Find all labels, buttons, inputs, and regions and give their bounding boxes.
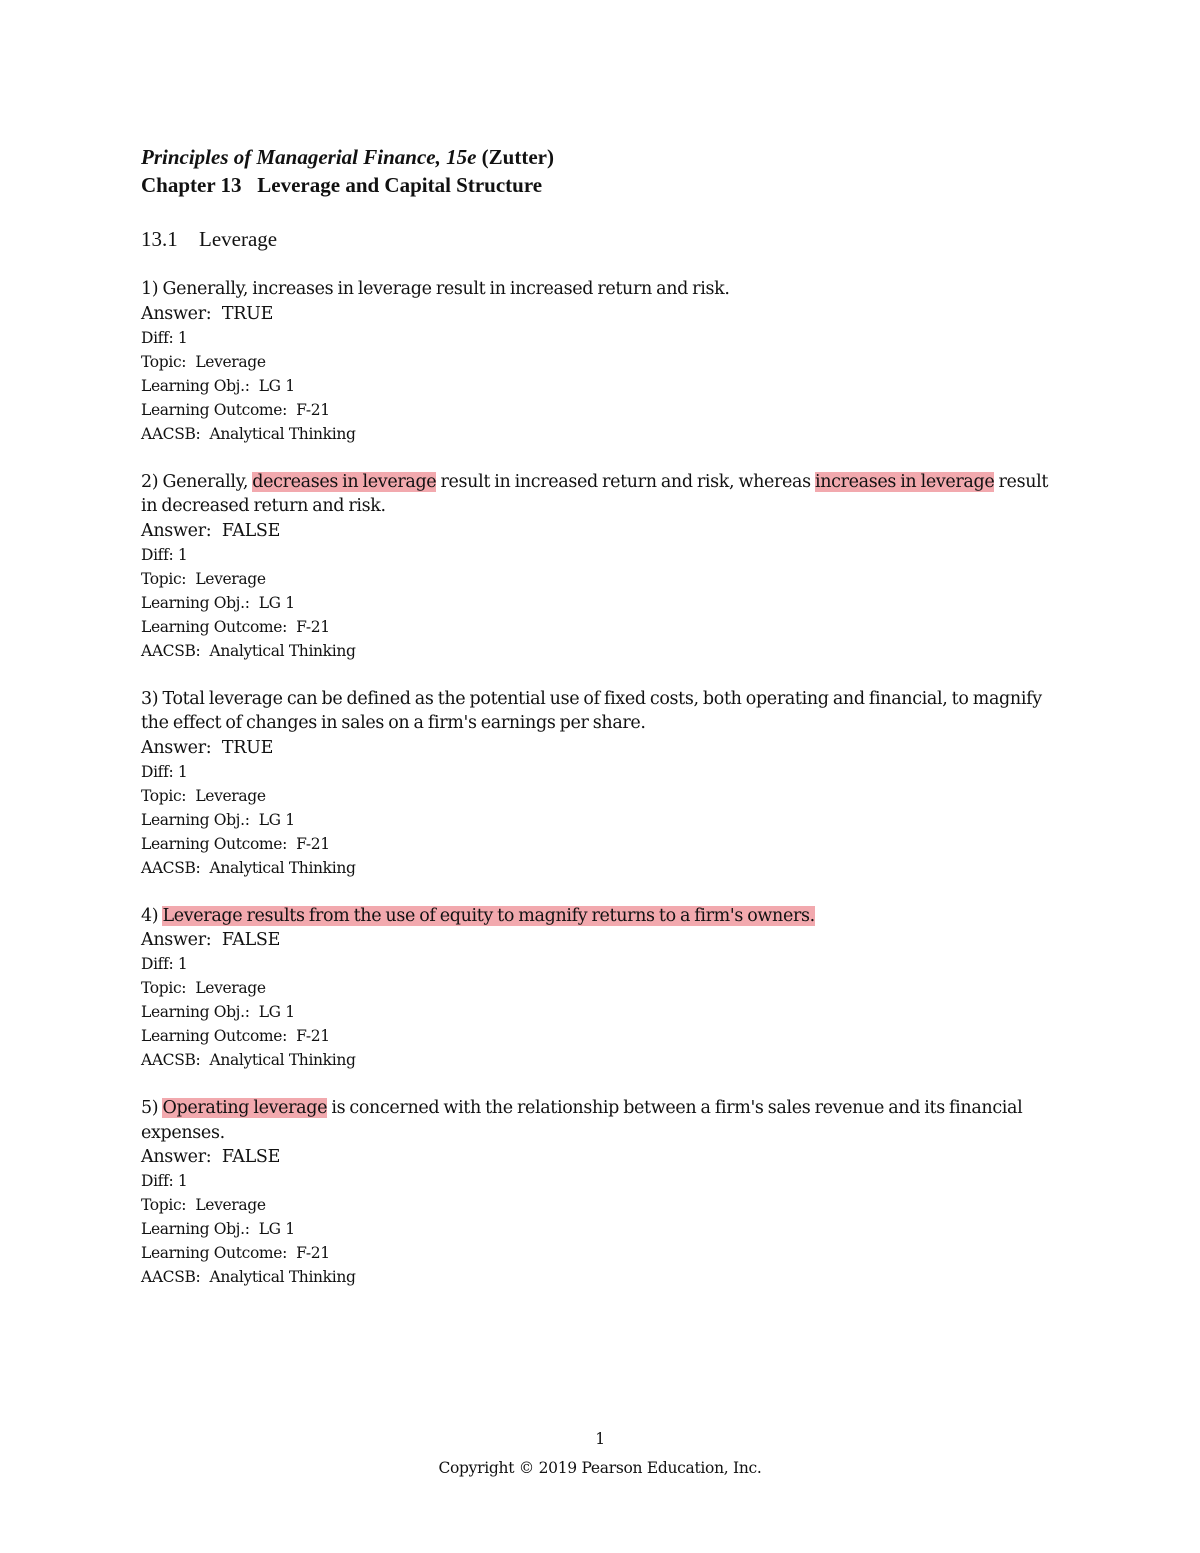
aacsb-value: Analytical Thinking	[209, 1268, 356, 1286]
learning-obj-value: LG 1	[258, 1003, 295, 1021]
topic-value: Leverage	[195, 979, 266, 997]
topic-value: Leverage	[195, 786, 266, 805]
copyright-notice: Copyright © 2019 Pearson Education, Inc.	[438, 1459, 762, 1477]
aacsb-line	[141, 639, 1061, 663]
learning-obj-line	[141, 1000, 1061, 1024]
aacsb-label: AACSB:	[141, 1051, 210, 1069]
aacsb-label: AACSB:	[141, 424, 210, 443]
topic-line	[141, 567, 1061, 591]
learning-obj-value: LG 1	[258, 810, 295, 829]
diff-value: 1	[177, 1172, 188, 1190]
answer-value: TRUE	[221, 737, 274, 758]
learning-obj-value: LG 1	[258, 376, 295, 395]
answer-line	[141, 736, 1061, 760]
learning-obj-value: LG 1	[258, 593, 295, 612]
topic-label: Topic:	[141, 1196, 196, 1214]
diff-label: Diff:	[141, 1172, 178, 1190]
learning-obj-line	[141, 1217, 1061, 1241]
topic-label: Topic:	[141, 979, 196, 997]
diff-line	[141, 326, 1061, 350]
learning-outcome-value: F-21	[296, 834, 330, 853]
aacsb-line	[141, 422, 1061, 446]
learning-obj-label: Learning Obj.:	[141, 376, 259, 395]
aacsb-line	[141, 856, 1061, 880]
learning-outcome-value: F-21	[296, 400, 330, 419]
aacsb-value: Analytical Thinking	[209, 641, 356, 660]
diff-value: 1	[177, 545, 188, 564]
question-text-part: result in increased return and risk, whereas	[436, 471, 815, 492]
page-content	[141, 143, 1061, 1289]
highlighted-text: decreases in leverage	[252, 471, 437, 492]
topic-value: Leverage	[195, 352, 266, 371]
aacsb-value: Analytical Thinking	[209, 1051, 356, 1069]
topic-line	[141, 350, 1061, 374]
diff-line	[141, 1169, 1061, 1193]
answer-value: FALSE	[221, 520, 281, 541]
diff-label: Diff:	[141, 328, 178, 347]
learning-obj-label: Learning Obj.:	[141, 593, 259, 612]
topic-value: Leverage	[195, 569, 266, 588]
answer-line	[141, 1145, 1061, 1169]
learning-obj-label: Learning Obj.:	[141, 1220, 259, 1238]
learning-obj-label: Learning Obj.:	[141, 1003, 259, 1021]
learning-outcome-line	[141, 398, 1061, 422]
question-text-part: 5)	[141, 1098, 163, 1118]
aacsb-line	[141, 1048, 1061, 1072]
highlighted-text: Operating leverage	[162, 1098, 328, 1118]
highlighted-text: increases in leverage	[814, 471, 995, 492]
topic-label: Topic:	[141, 569, 196, 588]
diff-value: 1	[177, 955, 188, 973]
learning-outcome-label: Learning Outcome:	[141, 1027, 297, 1045]
learning-outcome-line	[141, 1024, 1061, 1048]
diff-label: Diff:	[141, 762, 178, 781]
chapter-title: Chapter 13 Leverage and Capital Structure	[141, 173, 543, 197]
aacsb-value: Analytical Thinking	[209, 858, 356, 877]
section-heading	[141, 225, 1061, 253]
learning-outcome-label: Learning Outcome:	[141, 400, 297, 419]
question-text	[141, 470, 1061, 519]
aacsb-label: AACSB:	[141, 858, 210, 877]
question-text	[141, 687, 1061, 736]
question-4	[141, 904, 1061, 1073]
question-text-part: 1) Generally, increases in leverage result in increased return and risk.	[141, 279, 730, 299]
question-1	[141, 277, 1061, 446]
diff-line	[141, 952, 1061, 976]
question-text-part: 2) Generally,	[141, 471, 253, 492]
answer-line	[141, 519, 1061, 543]
topic-line	[141, 976, 1061, 1000]
question-2	[141, 470, 1061, 663]
answer-label: Answer:	[141, 737, 222, 758]
learning-outcome-value: F-21	[296, 1027, 330, 1045]
question-text	[141, 904, 1061, 929]
diff-value: 1	[177, 328, 188, 347]
learning-outcome-value: F-21	[296, 617, 330, 636]
question-text-part: 3) Total leverage can be defined as the potential use of fixed costs, both operating and financial, to magnify the effect of changes in sales on a firm's earnings per share.	[141, 688, 1042, 733]
diff-label: Diff:	[141, 545, 178, 564]
topic-value: Leverage	[195, 1196, 266, 1214]
answer-label: Answer:	[141, 930, 222, 950]
learning-obj-line	[141, 808, 1061, 832]
learning-outcome-label: Learning Outcome:	[141, 834, 297, 853]
answer-value: FALSE	[221, 930, 281, 950]
topic-label: Topic:	[141, 352, 196, 371]
question-text-part: is concerned with the relationship between a firm's sales revenue and its financial expenses.	[141, 1098, 1023, 1143]
learning-outcome-line	[141, 1241, 1061, 1265]
question-3	[141, 687, 1061, 880]
learning-obj-value: LG 1	[258, 1220, 295, 1238]
answer-line	[141, 928, 1061, 952]
section-title: Leverage	[199, 227, 278, 251]
answer-value: TRUE	[221, 303, 274, 324]
learning-outcome-label: Learning Outcome:	[141, 1244, 297, 1262]
learning-obj-label: Learning Obj.:	[141, 810, 259, 829]
question-5	[141, 1096, 1061, 1289]
learning-obj-line	[141, 374, 1061, 398]
learning-obj-line	[141, 591, 1061, 615]
book-title	[141, 143, 1061, 171]
aacsb-label: AACSB:	[141, 641, 210, 660]
answer-label: Answer:	[141, 303, 222, 324]
aacsb-line	[141, 1265, 1061, 1289]
highlighted-text: Leverage results from the use of equity to magnify returns to a firm's owners.	[162, 905, 815, 926]
learning-outcome-value: F-21	[296, 1244, 330, 1262]
aacsb-value: Analytical Thinking	[209, 424, 356, 443]
question-text	[141, 277, 1061, 302]
learning-outcome-line	[141, 832, 1061, 856]
question-text-part: 4)	[141, 905, 163, 926]
topic-line	[141, 1193, 1061, 1217]
topic-label: Topic:	[141, 786, 196, 805]
answer-value: FALSE	[221, 1147, 281, 1167]
learning-outcome-label: Learning Outcome:	[141, 617, 297, 636]
learning-outcome-line	[141, 615, 1061, 639]
diff-line	[141, 760, 1061, 784]
answer-label: Answer:	[141, 1147, 222, 1167]
question-text-part: result in decreased return and risk.	[141, 471, 1049, 516]
answer-label: Answer:	[141, 520, 222, 541]
question-text	[141, 1096, 1061, 1145]
topic-line	[141, 784, 1061, 808]
answer-line	[141, 302, 1061, 326]
page-number: 1	[595, 1430, 605, 1448]
diff-line	[141, 543, 1061, 567]
book-author: (Zutter)	[476, 145, 554, 169]
book-title-italic: Principles of Managerial Finance, 15e	[141, 145, 477, 169]
diff-label: Diff:	[141, 955, 178, 973]
section-number: 13.1	[141, 227, 178, 251]
diff-value: 1	[177, 762, 188, 781]
aacsb-label: AACSB:	[141, 1268, 210, 1286]
